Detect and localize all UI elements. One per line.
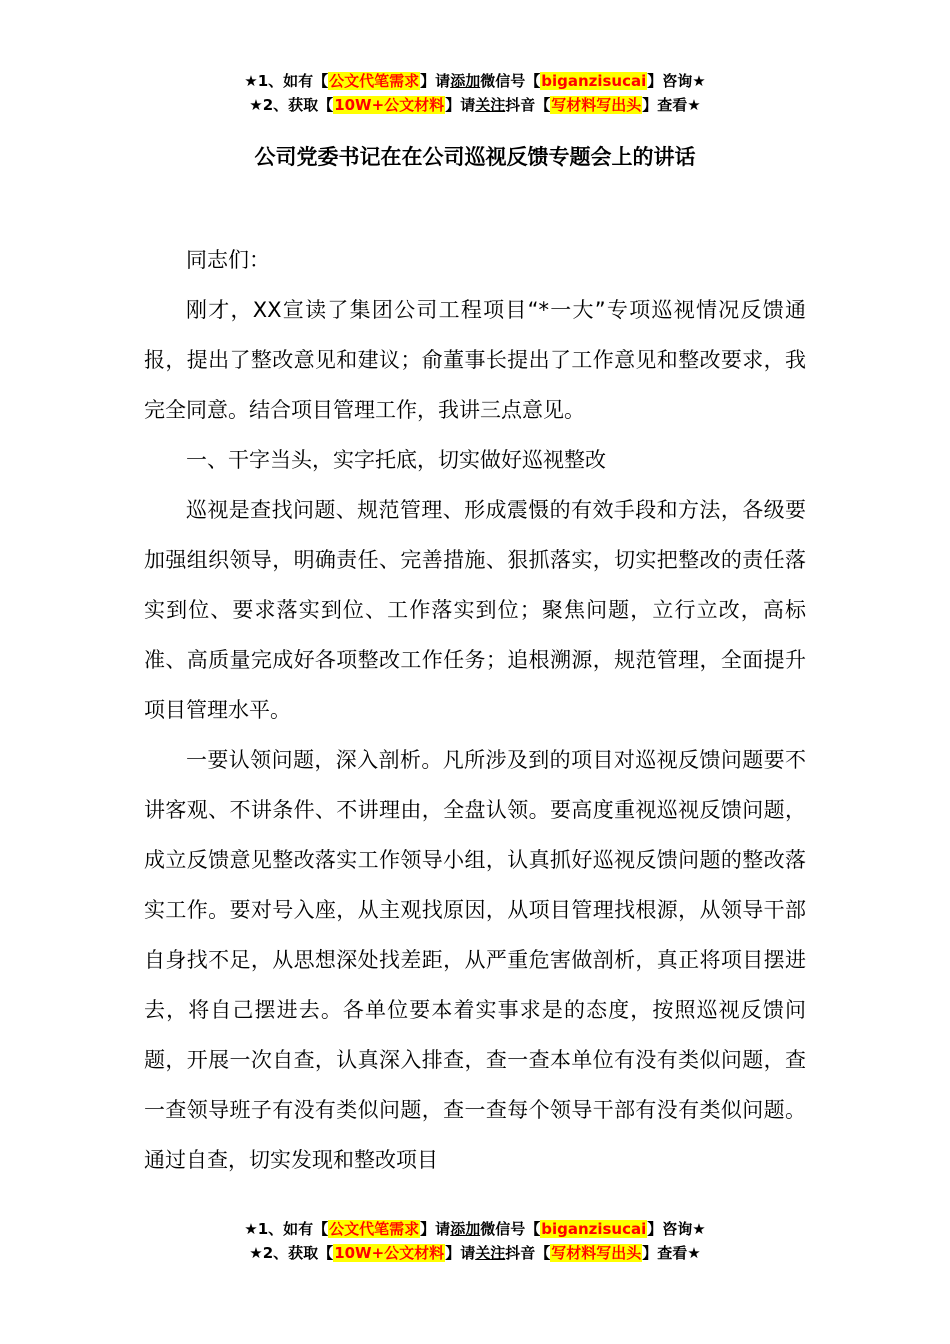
body-paragraph: 刚才，XX宣读了集团公司工程项目“*一大”专项巡视情况反馈通报，提出了整改意见和建议；俞董事长提出了工作意见和整改要求，我完全同意。结合项目管理工作，我讲三点意见。 bbox=[144, 298, 806, 422]
document-body bbox=[144, 235, 806, 1185]
promo-text: ★1、如有【 bbox=[244, 72, 329, 90]
promo-highlight: 公文代笔需求 bbox=[329, 72, 420, 90]
promo-footer bbox=[0, 1217, 950, 1265]
promo-text: 】请 bbox=[420, 72, 451, 90]
promo-line-2 bbox=[0, 1241, 950, 1265]
promo-text: 】咨询★ bbox=[647, 72, 706, 90]
promo-header bbox=[0, 69, 950, 117]
promo-highlight: biganzisucai bbox=[541, 72, 647, 90]
promo-text: 抖音【 bbox=[505, 96, 551, 114]
body-paragraph: 巡视是查找问题、规范管理、形成震慑的有效手段和方法，各级要加强组织领导，明确责任、完善措施、狠抓落实，切实把整改的责任落实到位、要求落实到位、工作落实到位；聚焦问题，立行立改，高标准、高质量完成好各项整改工作任务；追根溯源，规范管理，全面提升项目管理水平。 bbox=[144, 498, 806, 722]
promo-highlight: 公文代笔需求 bbox=[329, 1220, 420, 1238]
promo-text: 】请 bbox=[420, 1220, 451, 1238]
promo-text: 】请 bbox=[445, 96, 476, 114]
body-paragraph: 一要认领问题，深入剖析。凡所涉及到的项目对巡视反馈问题要不讲客观、不讲条件、不讲理由，全盘认领。要高度重视巡视反馈问题，成立反馈意见整改落实工作领导小组，认真抓好巡视反馈问题的整改落实工作。要对号入座，从主观找原因，从项目管理找根源，从领导干部自身找不足，从思想深处找差距，从严重危害做剖析，真正将项目摆进去，将自己摆进去。各单位要本着实事求是的态度，按照巡视反馈问题，开展一次自查，认真深入排查，查一查本单位有没有类似问题，查一查领导班子有没有类似问题，查一查每个领导干部有没有类似问题。通过自查，切实发现和整改项目 bbox=[144, 748, 806, 1172]
promo-text: 抖音【 bbox=[505, 1244, 551, 1262]
promo-highlight: 10W+公文材料 bbox=[334, 96, 445, 114]
promo-underlined: 添加 bbox=[450, 72, 481, 90]
promo-text: 】咨询★ bbox=[647, 1220, 706, 1238]
promo-highlight: 写材料写出头 bbox=[551, 96, 642, 114]
promo-text: 】查看★ bbox=[642, 96, 701, 114]
promo-line-1 bbox=[0, 1217, 950, 1241]
promo-line-1 bbox=[0, 69, 950, 93]
promo-line-2 bbox=[0, 93, 950, 117]
promo-underlined: 添加 bbox=[450, 1220, 481, 1238]
promo-text: 】请 bbox=[445, 1244, 476, 1262]
promo-highlight: biganzisucai bbox=[541, 1220, 647, 1238]
promo-text: ★1、如有【 bbox=[244, 1220, 329, 1238]
document-title: 公司党委书记在在公司巡视反馈专题会上的讲话 bbox=[254, 145, 696, 169]
promo-underlined: 关注 bbox=[475, 96, 506, 114]
promo-text: 微信号【 bbox=[480, 72, 541, 90]
promo-highlight: 写材料写出头 bbox=[551, 1244, 642, 1262]
promo-text: 】查看★ bbox=[642, 1244, 701, 1262]
promo-underlined: 关注 bbox=[475, 1244, 506, 1262]
section-heading: 一、干字当头，实字托底，切实做好巡视整改 bbox=[186, 448, 606, 472]
salutation: 同志们： bbox=[186, 248, 270, 272]
promo-text: ★2、获取【 bbox=[249, 96, 334, 114]
promo-text: ★2、获取【 bbox=[249, 1244, 334, 1262]
promo-highlight: 10W+公文材料 bbox=[334, 1244, 445, 1262]
promo-text: 微信号【 bbox=[480, 1220, 541, 1238]
